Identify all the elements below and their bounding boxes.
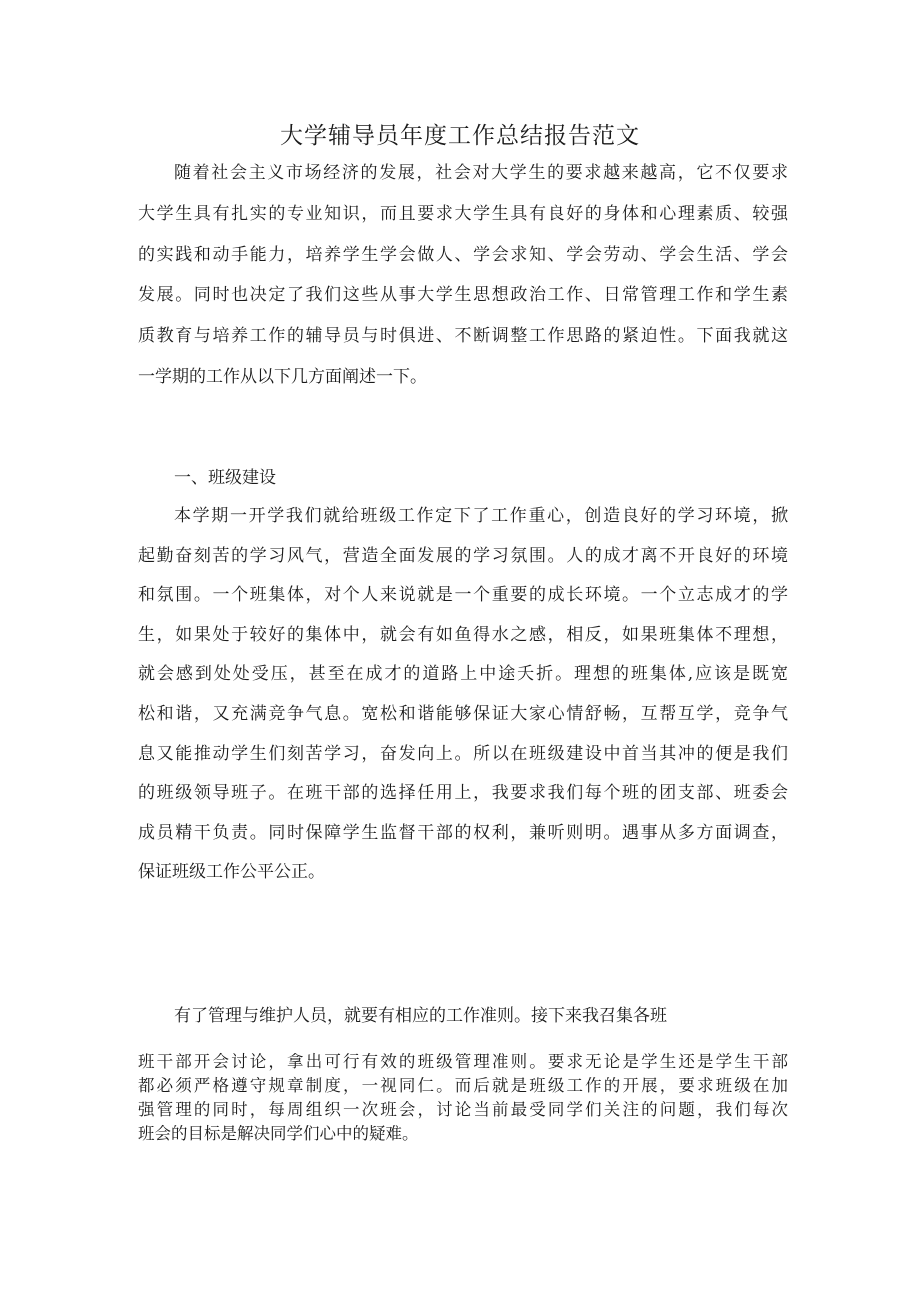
section-heading: 一、班级建设 [174,468,276,488]
text-line: 就会感到处处受压，甚至在成才的道路上中途夭折。理想的班集体,应该是既宽 [138,664,788,685]
text-line: 生，如果处于较好的集体中，就会有如鱼得水之感，相反，如果班集体不理想， [138,624,788,645]
intro-paragraph [138,153,788,398]
paragraph-rules-detail [138,1050,788,1146]
text-line: 息又能推动学生们刻苦学习，奋发向上。所以在班级建设中首当其冲的便是我们 [138,743,788,764]
section-class-building [138,460,788,893]
text-line: 班会的目标是解决同学们心中的疑难。 [138,1124,419,1143]
text-line: 都必须严格遵守规章制度，一视同仁。而后就是班级工作的开展，要求班级在加 [138,1076,788,1095]
text-line: 的班级领导班子。在班干部的选择任用上，我要求我们每个班的团支部、班委会 [138,783,788,804]
text-line: 的实践和动手能力，培养学生学会做人、学会求知、学会劳动、学会生活、学会 [138,244,788,265]
text-line: 班干部开会讨论，拿出可行有效的班级管理准则。要求无论是学生还是学生干部 [138,1052,788,1071]
text-line: 质教育与培养工作的辅导员与时俱进、不断调整工作思路的紧迫性。下面我就这 [138,326,788,346]
text-line: 大学生具有扎实的专业知识，而且要求大学生具有良好的身体和心理素质、较强 [138,203,788,224]
text-line: 松和谐，又充满竞争气息。宽松和谐能够保证大家心情舒畅，互帮互学，竞争气 [138,703,788,724]
text-line: 起勤奋刻苦的学习风气，营造全面发展的学习氛围。人的成才离不开良好的环境 [138,545,788,566]
text-line: 一学期的工作从以下几方面阐述一下。 [138,366,427,387]
text-line: 发展。同时也决定了我们这些从事大学生思想政治工作、日常管理工作和学生素 [138,285,788,306]
text-line: 和氛围。一个班集体，对个人来说就是一个重要的成长环境。一个立志成才的学 [138,585,788,606]
text-line: 本学期一开学我们就给班级工作定下了工作重心，创造良好的学习环境，掀 [174,506,788,526]
paragraph-rules-intro [138,998,788,1035]
text-line: 强管理的同时，每周组织一次班会，讨论当前最受同学们关注的问题，我们每次 [138,1100,788,1119]
text-line: 成员精干负责。同时保障学生监督干部的权利，兼听则明。遇事从多方面调查， [138,822,788,843]
document-title: 大学辅导员年度工作总结报告范文 [280,123,640,149]
text-line: 保证班级工作公平公正。 [138,862,325,883]
text-line: 有了管理与维护人员，就要有相应的工作准则。接下来我召集各班 [174,1006,667,1026]
text-line: 随着社会主义市场经济的发展，社会对大学生的要求越来越高，它不仅要求 [174,163,788,183]
